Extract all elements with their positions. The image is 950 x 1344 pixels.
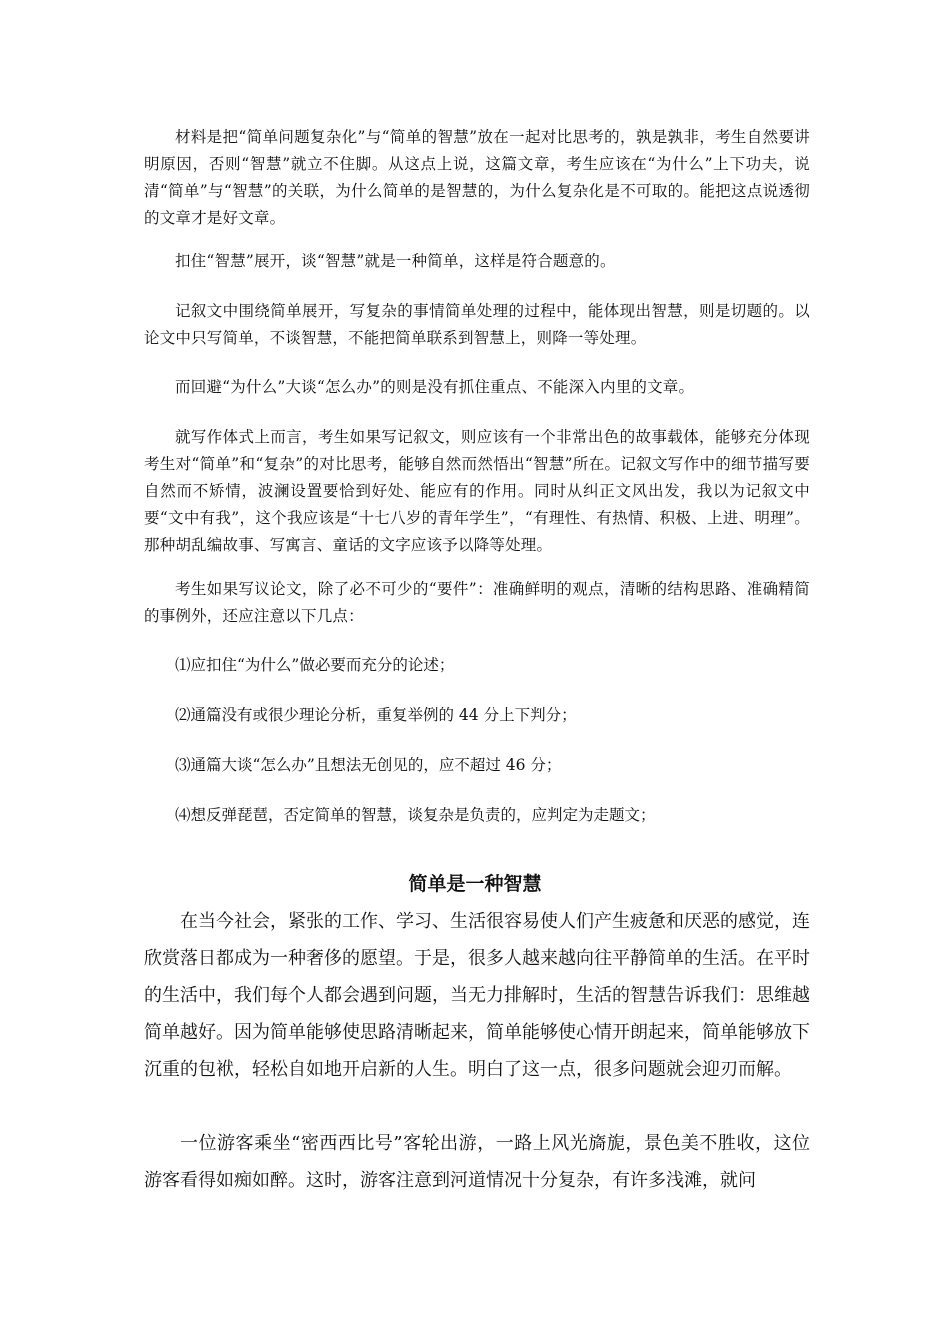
paragraph-6: 考生如果写议论文，除了必不可少的“要件”：准确鲜明的观点，清晰的结构思路、准确精简的事例外，还应注意以下几点： — [144, 580, 810, 625]
list-item: ⑴应扣住“为什么”做必要而充分的论述； — [175, 656, 455, 674]
essay-paragraph-1: 在当今社会，紧张的工作、学习、生活很容易使人们产生疲惫和厌恶的感觉，连欣赏落日都成为一种奢侈的愿望。于是，很多人越来越向往平静简单的生活。在平时的生活中，我们每个人都会遇到问题，当无力排解时，生活的智慧告诉我们：思维越简单越好。因为简单能够使思路清晰起来，简单能够使心情开朗起来，简单能够放下沉重的包袱，轻松自如地开启新的人生。明白了这一点，很多问题就会迎刃而解。 — [144, 911, 810, 1080]
paragraph-2: 扣住“智慧”展开，谈“智慧”就是一种简单，这样是符合题意的。 — [175, 252, 616, 270]
paragraph-3: 记叙文中围绕简单展开，写复杂的事情简单处理的过程中，能体现出智慧，则是切题的。以论文中只写简单，不谈智慧，不能把简单联系到智慧上，则降一等处理。 — [144, 302, 810, 347]
list-item: ⑶通篇大谈“怎么办”且想法无创见的，应不超过 46 分； — [175, 756, 562, 774]
paragraph-4: 而回避“为什么”大谈“怎么办”的则是没有抓住重点、不能深入内里的文章。 — [175, 378, 695, 396]
essay-paragraph-2: 一位游客乘坐“密西西比号”客轮出游，一路上风光旖旎，景色美不胜收，这位游客看得如痴如醉。这时，游客注意到河道情况十分复杂，有许多浅滩，就问 — [144, 1133, 810, 1191]
list-item: ⑵通篇没有或很少理论分析，重复举例的 44 分上下判分； — [175, 706, 577, 724]
list-item: ⑷想反弹琵琶，否定简单的智慧，谈复杂是负责的，应判定为走题文； — [175, 806, 656, 824]
paragraph-1: 材料是把“简单问题复杂化”与“简单的智慧”放在一起对比思考的，孰是孰非，考生自然要讲明原因，否则“智慧”就立不住脚。从这点上说，这篇文章，考生应该在“为什么”上下功夫，说清“简单”与“智慧”的关联，为什么简单的是智慧的，为什么复杂化是不可取的。能把这点说透彻的文章才是好文章。 — [144, 128, 810, 227]
paragraph-5: 就写作体式上而言，考生如果写记叙文，则应该有一个非常出色的故事载体，能够充分体现考生对“简单”和“复杂”的对比思考，能够自然而然悟出“智慧”所在。记叙文写作中的细节描写要自然而不矫情，波澜设置要恰到好处、能应有的作用。同时从纠正文风出发，我以为记叙文中要“文中有我”，这个我应该是“十七八岁的青年学生”，“有理性、有热情、积极、上进、明理”。那种胡乱编故事、写寓言、童话的文字应该予以降等处理。 — [144, 428, 810, 554]
essay-title: 简单是一种智慧 — [408, 873, 542, 895]
